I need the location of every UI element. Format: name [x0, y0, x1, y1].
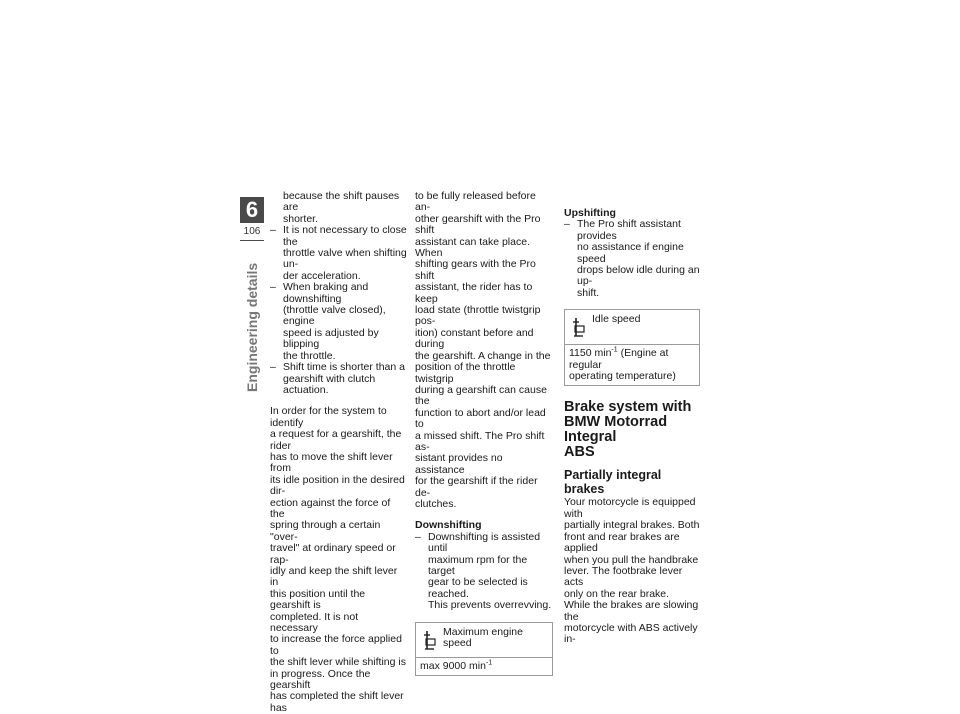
- subheading-downshifting: Downshifting: [415, 519, 482, 532]
- spec-value: [416, 658, 552, 675]
- list-item: [270, 282, 407, 362]
- text-line: While the brakes are slowing the: [564, 599, 699, 623]
- text-column-1: [270, 191, 407, 714]
- text-column-2: [415, 191, 553, 676]
- text-line: the shift lever while shifting is: [270, 656, 406, 669]
- spec-box-idle-speed: [564, 309, 700, 386]
- spec-value-text: max 9000 min: [420, 659, 486, 672]
- text-line: travel" at ordinary speed or rap-: [270, 542, 396, 566]
- text-line: clutches.: [415, 497, 457, 510]
- chapter-number: 6: [245, 197, 259, 222]
- text-line: no assistance if engine speed: [577, 241, 684, 265]
- text-line: Your motorcycle is equipped with: [564, 496, 696, 520]
- spec-label: Idle speed: [592, 313, 641, 326]
- text-line: the gearshift. A change in the: [415, 349, 551, 362]
- paragraph: [270, 406, 407, 714]
- text-line: its idle position in the desired dir-: [270, 473, 405, 498]
- text-line: gearshift with clutch actuation.: [283, 372, 376, 396]
- text-line: because the shift pauses are: [283, 190, 400, 214]
- text-line: this position until the gearshift is: [270, 587, 366, 612]
- text-line: spring through a certain "over-: [270, 519, 381, 543]
- list-item: [270, 362, 407, 396]
- text-line: assistant can take place. When: [415, 235, 530, 260]
- text-line: position of the throttle twistgrip: [415, 361, 516, 385]
- text-line: has to move the shift lever from: [270, 450, 393, 475]
- text-line: a request for a gearshift, the rider: [270, 428, 402, 452]
- text-line: has completed the shift lever has: [270, 690, 404, 714]
- text-line: partially integral brakes. Both: [564, 519, 700, 532]
- text-line: ition) constant before and during: [415, 326, 534, 351]
- text-line: lever. The footbrake lever acts: [564, 564, 683, 589]
- text-line: only on the rear brake.: [564, 587, 670, 600]
- text-line: sistant provides no assistance: [415, 452, 503, 476]
- text-line: shift.: [577, 286, 600, 299]
- spec-label: Maximum engine speed: [443, 625, 523, 650]
- text-line: shifting gears with the Pro shift: [415, 258, 536, 282]
- text-column-3: [564, 191, 700, 646]
- text-line: during a gearshift can cause the: [415, 383, 547, 408]
- text-line: This prevents overrevving.: [428, 599, 552, 612]
- engine-speed-icon: [422, 629, 438, 651]
- continued-bullet: [270, 191, 407, 225]
- list-item: [270, 225, 407, 282]
- paragraph: [564, 497, 700, 645]
- text-line: – The Pro shift assistant provides: [577, 218, 681, 242]
- spec-value: [565, 345, 699, 385]
- text-line: idly and keep the shift lever in: [270, 565, 398, 589]
- text-line: to be fully released before an-: [415, 190, 536, 214]
- text-line: function to abort and/or lead to: [415, 406, 546, 431]
- spec-header: [565, 310, 699, 345]
- text-line: der acceleration.: [283, 269, 361, 282]
- text-line: to increase the force applied to: [270, 633, 402, 657]
- section-heading: [564, 400, 700, 460]
- text-line: (throttle valve closed), engine: [283, 304, 386, 328]
- heading-line: BMW Motorrad Integral: [564, 414, 668, 446]
- list-item: [564, 219, 700, 299]
- subsection-heading: Partially integral brakes: [564, 468, 662, 497]
- text-line: throttle valve when shifting un-: [283, 247, 407, 271]
- text-line: – It is not necessary to close the: [283, 224, 407, 248]
- idle-speed-icon: [571, 316, 587, 338]
- text-line: the throttle.: [283, 349, 336, 362]
- text-line: speed is adjusted by blipping: [283, 326, 379, 351]
- spec-value-unit-exponent: -1: [485, 659, 493, 667]
- text-line: gear to be selected is reached.: [428, 576, 528, 600]
- chapter-tab: [240, 197, 264, 241]
- text-line: for the gearshift if the rider de-: [415, 475, 538, 499]
- heading-line: Brake system with: [564, 399, 692, 416]
- spec-box-max-engine-speed: [415, 622, 553, 676]
- text-line: – Shift time is shorter than a: [283, 361, 405, 374]
- text-line: ection against the force of the: [270, 496, 391, 520]
- list-item: [415, 532, 553, 612]
- heading-line: ABS: [564, 444, 595, 461]
- text-line: in progress. Once the gearshift: [270, 667, 371, 692]
- section-title-vertical: Engineering details: [244, 262, 260, 392]
- spec-header: [416, 623, 552, 658]
- page-number: 106: [240, 223, 264, 240]
- text-line: – Downshifting is assisted until: [428, 530, 541, 555]
- text-line: load state (throttle twistgrip pos-: [415, 304, 541, 328]
- text-line: In order for the system to identify: [270, 405, 387, 429]
- text-line: shorter.: [283, 212, 319, 225]
- text-line: – When braking and downshifting: [283, 281, 369, 305]
- text-line: assistant, the rider has to keep: [415, 281, 533, 305]
- text-line: front and rear brakes are applied: [564, 530, 680, 555]
- spec-value-unit-exponent: -1: [611, 346, 618, 354]
- paragraph: [415, 191, 553, 510]
- text-line: a missed shift. The Pro shift as-: [415, 429, 545, 453]
- text-line: drops below idle during an up-: [577, 264, 700, 288]
- text-line: when you pull the handbrake: [564, 553, 699, 566]
- subheading-upshifting: Upshifting: [564, 207, 616, 219]
- spec-value-note: operating temperature): [569, 370, 676, 383]
- spec-value-text: 1150 min: [569, 347, 612, 360]
- text-line: other gearshift with the Pro shift: [415, 212, 541, 237]
- spec-value-note: (Engine at regular: [569, 347, 669, 371]
- text-line: maximum rpm for the target: [428, 553, 528, 577]
- text-line: motorcycle with ABS actively in-: [564, 621, 698, 646]
- text-line: completed. It is not necessary: [270, 610, 359, 635]
